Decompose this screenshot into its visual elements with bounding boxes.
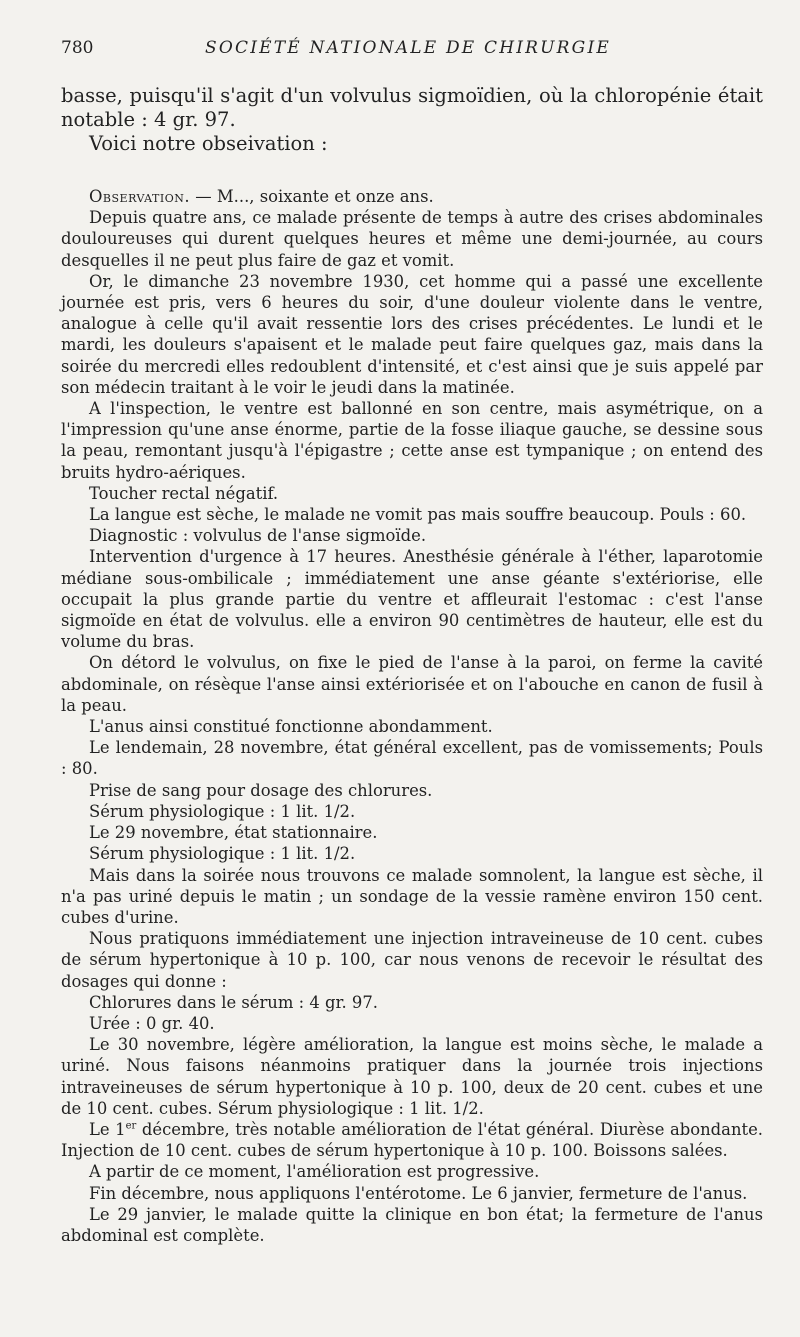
observation-subject: — M..., soixante et onze ans.: [190, 187, 434, 206]
paragraph: Fin décembre, nous appliquons l'entérotome. Le 6 janvier, fermeture de l'anus.: [89, 1183, 748, 1203]
paragraph: Diagnostic : volvulus de l'anse sigmoïde.: [89, 526, 427, 546]
paragraph: Chlorures dans le sérum : 4 gr. 97.: [89, 992, 378, 1012]
paragraph: Le lendemain, 28 novembre, état général excellent, pas de vomissements; Pouls : 80.: [61, 738, 763, 779]
paragraph: Sérum physiologique : 1 lit. 1/2.: [89, 844, 356, 864]
december-text: décembre, très notable amélioration de l'état général. Diurèse abondante. Injection de 10 cent. cubes de sérum hypertonique à 10 p. 100. Boissons salées.: [61, 1119, 763, 1161]
paragraph: Intervention d'urgence à 17 heures. Anesthésie générale à l'éther, laparotomie médiane sous-ombilicale ; immédiatement une anse géante s'extériorise, elle occupait la plus grande partie du ventre et affleurait l'estomac : c'est l'anse sigmoïde en état de volvulus. elle a environ 90 centimètres de hauteur, elle est du volume du bras.: [61, 547, 763, 652]
paragraph: Le 30 novembre, légère amélioration, la langue est moins sèche, le malade a uriné. Nous faisons néanmoins pratiquer dans la journée trois injections intraveineuses de sérum hypertonique à 10 p. 100, deux de 20 cent. cubes et une de 10 cent. cubes. Sérum physiologique : 1 lit. 1/2.: [61, 1035, 763, 1118]
december-superscript: er: [125, 1120, 137, 1132]
intro-text: [61, 84, 763, 156]
paragraph: Depuis quatre ans, ce malade présente de temps à autre des crises abdominales douloureuses qui durent quelques heures et même une demi-journée, au cours desquelles il ne peut plus faire de gaz et vomit.: [61, 208, 763, 270]
paragraph: Urée : 0 gr. 40.: [89, 1013, 215, 1033]
paragraph: Le 29 janvier, le malade quitte la clinique en bon état; la fermeture de l'anus abdominal est complète.: [61, 1204, 763, 1245]
paragraph: Le 29 novembre, état stationnaire.: [89, 823, 378, 843]
paragraph: Mais dans la soirée nous trouvons ce malade somnolent, la langue est sèche, il n'a pas uriné depuis le matin ; un sondage de la vessie ramène environ 150 cent. cubes d'urine.: [61, 865, 763, 927]
paragraph: Nous pratiquons immédiatement une injection intraveineuse de 10 cent. cubes de sérum hypertonique à 10 p. 100, car nous venons de recevoir le résultat des dosages qui donne :: [61, 929, 763, 991]
page-header: [61, 38, 755, 62]
paragraph: La langue est sèche, le malade ne vomit pas mais souffre beaucoup. Pouls : 60.: [89, 505, 747, 525]
observation-heading: [61, 186, 763, 207]
observation-label: Observation.: [89, 187, 191, 206]
paragraph: Toucher rectal négatif.: [89, 483, 279, 503]
paragraph: L'anus ainsi constitué fonctionne abondamment.: [89, 717, 493, 737]
paragraph: A partir de ce moment, l'amélioration est progressive.: [89, 1162, 540, 1182]
paragraph-december: [61, 1119, 763, 1161]
running-title: SOCIÉTÉ NATIONALE DE CHIRURGIE: [205, 38, 611, 58]
paragraph: Or, le dimanche 23 novembre 1930, cet homme qui a passé une excellente journée est pris, vers 6 heures du soir, d'une douleur violente dans le ventre, analogue à celle qu'il avait ressentie lors des crises précédentes. Le lundi et le mardi, les douleurs s'apaisent et le malade peut faire quelques gaz, mais dans la soirée du mercredi elles redoublent d'intensité, et c'est ainsi que je suis appelé par son médecin traitant à le voir le jeudi dans la matinée.: [61, 271, 763, 397]
intro-paragraph: basse, puisqu'il s'agit d'un volvulus sigmoïdien, où la chloropénie était notable : 4 gr. 97.: [61, 84, 763, 131]
paragraph: Sérum physiologique : 1 lit. 1/2.: [89, 801, 356, 821]
observation-section: [61, 186, 763, 1246]
paragraph: Prise de sang pour dosage des chlorures.: [89, 780, 433, 800]
paragraph: On détord le volvulus, on fixe le pied de l'anse à la paroi, on ferme la cavité abdominale, on résèque l'anse ainsi extériorisée et on l'abouche en canon de fusil à la peau.: [61, 653, 763, 715]
paragraph: A l'inspection, le ventre est ballonné en son centre, mais asymétrique, on a l'impression qu'une anse énorme, partie de la fosse iliaque gauche, se dessine sous la peau, remontant jusqu'à l'épigastre ; cette anse est tympanique ; on entend des bruits hydro-aériques.: [61, 399, 763, 482]
page-number: 780: [61, 38, 94, 58]
december-prefix: Le 1: [89, 1119, 126, 1139]
intro-paragraph: Voici notre obseivation :: [89, 132, 328, 155]
